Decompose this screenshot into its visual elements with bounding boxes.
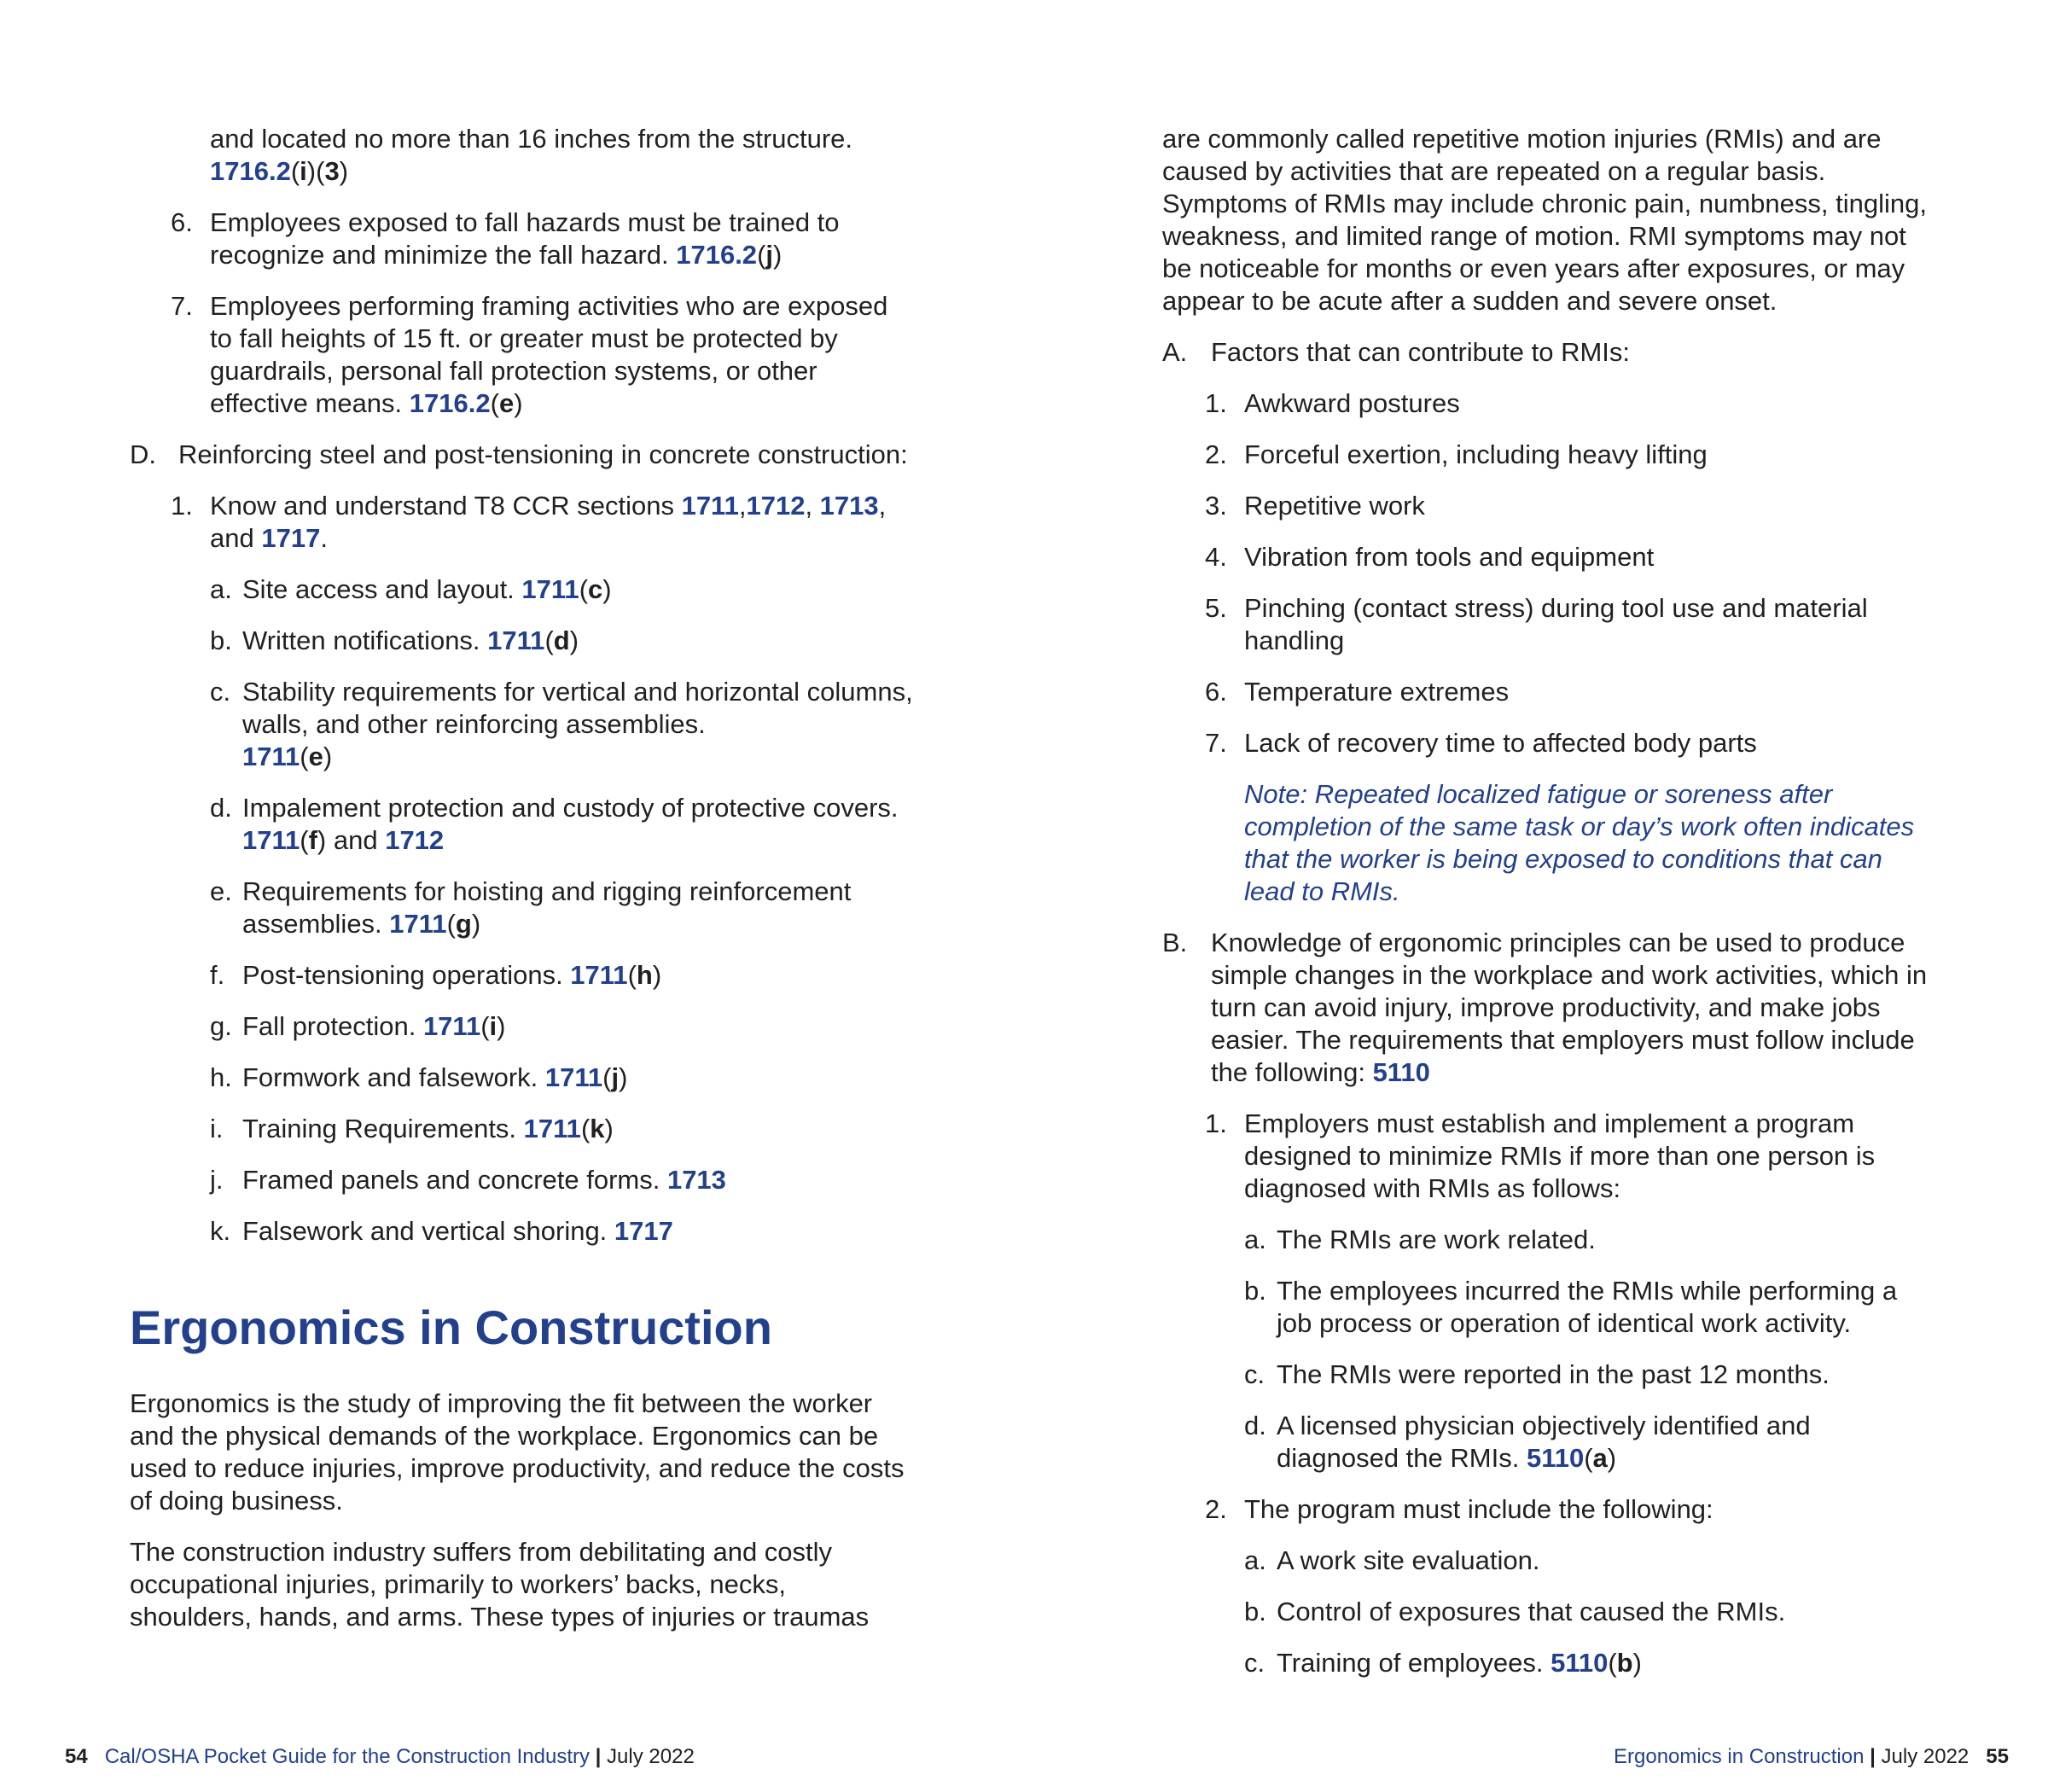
reference: 1711 <box>570 960 628 990</box>
section-text: Factors that can contribute to RMIs: <box>1211 337 1631 367</box>
item-text: Employees exposed to fall hazards must be trained to recognize and minimize the fall hazard. <box>210 207 840 270</box>
right-page <box>1024 0 2048 1792</box>
reference: 1711 <box>544 1062 603 1092</box>
item-number: 7. <box>1205 728 1227 758</box>
section-letter: D. <box>130 439 156 469</box>
item-letter: b. <box>1244 1276 1266 1306</box>
footer-separator: | <box>595 1745 602 1768</box>
section-item <box>130 439 915 471</box>
item-number: 1. <box>1205 388 1227 418</box>
reference: 1711 <box>681 491 739 521</box>
sub-list-item: e. Requirements for hoisting and rigging reinforcement assemblies. 1711(g) <box>210 876 852 939</box>
paragraph: Ergonomics is the study of improving the fit between the worker and the physical demands of the workplace. Ergonomics can be used to reduce injuries, improve productivity, and reduce the costs of doing business. <box>130 1388 905 1516</box>
right-column <box>1162 123 1930 1698</box>
item-number: 1. <box>171 491 193 521</box>
reference: 1711 <box>242 825 300 855</box>
reference: 1713 <box>666 1165 726 1195</box>
list-item <box>1205 439 1930 471</box>
footer-title: Ergonomics in Construction <box>1614 1745 1865 1768</box>
reference: 1711 <box>487 625 545 655</box>
item-text: The employees incurred the RMIs while performing a job process or operation of identical work activity. <box>1277 1276 1898 1338</box>
item-letter: c. <box>1244 1648 1265 1678</box>
item-letter: b. <box>210 625 232 655</box>
item-text: Repetitive work <box>1244 491 1425 521</box>
item-text: Employers must establish and implement a program designed to minimize RMIs if more than one person is diagnosed with RMIs as follows: <box>1244 1108 1876 1203</box>
sub-list-item: h. Formwork and falsework. 1711(j) <box>210 1062 628 1092</box>
sub-list-item: f. Post-tensioning operations. 1711(h) <box>210 960 662 990</box>
item-letter: d. <box>210 793 232 823</box>
item-text: Impalement protection and custody of protective covers. <box>242 793 899 823</box>
item-text: A work site evaluation. <box>1277 1545 1540 1575</box>
item-text: Vibration from tools and equipment <box>1244 542 1655 572</box>
item-text: Falsework and vertical shoring. <box>242 1216 614 1246</box>
item-text: Employees performing framing activities who are exposed to fall heights of 15 ft. or greater must be protected by guardrails, personal fall protection systems, or other effective means. <box>210 291 888 418</box>
sub-list-item: c. Stability requirements for vertical and horizontal columns, walls, and other reinforcing assemblies. 1711(e) <box>210 677 913 771</box>
item-number: 7. <box>171 291 193 321</box>
sub-list-item <box>1244 1224 1930 1256</box>
item-letter: c. <box>210 677 231 707</box>
reference: 1713 <box>819 491 879 521</box>
item-letter: e. <box>210 876 232 906</box>
item-letter: k. <box>210 1216 231 1246</box>
item-letter: h. <box>210 1062 232 1092</box>
item-text: and <box>326 825 386 855</box>
sub-list-item <box>210 1164 915 1196</box>
item-text: Control of exposures that caused the RMIs. <box>1277 1597 1786 1626</box>
note-text: Note: Repeated localized fatigue or soreness after completion of the same task or day’s work often indicates that the worker is being exposed to conditions that can lead to RMIs. <box>1244 779 1915 906</box>
item-text: Know and understand T8 CCR sections <box>210 491 682 521</box>
footer-date: July 2022 <box>1881 1745 1969 1768</box>
item-number: 6. <box>1205 677 1227 707</box>
item-letter: a. <box>1244 1545 1266 1575</box>
list-item: 7. Employees performing framing activities who are exposed to fall heights of 15 ft. or greater must be protected by guardrails, personal fall protection systems, or other effective means. 1716.2(e) <box>171 291 888 418</box>
sub-list-item: d. Impalement protection and custody of protective covers. 1711(f) and 1712 <box>210 793 899 855</box>
reference-sub: 3 <box>324 156 340 186</box>
section-text: Knowledge of ergonomic principles can be used to produce simple changes in the workplace and work activities, which in turn can avoid injury, improve productivity, and make jobs easier. The requirements that employers must follow include the following: <box>1211 928 1928 1087</box>
item-text: Formwork and falsework. <box>242 1062 545 1092</box>
list-item: 6. Employees exposed to fall hazards must be trained to recognize and minimize the fall hazard. 1716.2(j) <box>171 207 840 270</box>
list-item <box>1205 727 1930 759</box>
reference: 1717 <box>261 523 321 553</box>
reference: 5110 <box>1551 1648 1609 1678</box>
reference: 1711 <box>389 909 447 939</box>
reference: 1711 <box>523 1114 581 1143</box>
reference-sub: e <box>308 742 323 771</box>
item-letter: g. <box>210 1011 232 1041</box>
sub-list-item: d. A licensed physician objectively identified and diagnosed the RMIs. 5110(a) <box>1244 1411 1811 1473</box>
reference-sub: h <box>636 960 653 990</box>
item-text: Fall protection. <box>242 1011 423 1041</box>
item-number: 2. <box>1205 1494 1227 1524</box>
list-item <box>1205 1108 1930 1205</box>
item-text: Post-tensioning operations. <box>242 960 571 990</box>
section-letter: A. <box>1162 337 1188 367</box>
page-number: 55 <box>1986 1745 2009 1768</box>
reference-sub: f <box>308 825 317 855</box>
page-number: 54 <box>65 1745 88 1768</box>
section-item <box>1162 336 1930 369</box>
item-text: Temperature extremes <box>1244 677 1510 707</box>
sub-list-item: g. Fall protection. 1711(i) <box>210 1011 506 1041</box>
reference: 5110 <box>1526 1443 1585 1473</box>
footer-title: Cal/OSHA Pocket Guide for the Construction Industry <box>104 1745 590 1768</box>
item-text: Site access and layout. <box>242 574 522 604</box>
list-item <box>1205 592 1930 657</box>
item-text: and <box>210 523 262 553</box>
reference-sub: d <box>553 625 570 655</box>
item-number: 2. <box>1205 439 1227 469</box>
item-letter: i. <box>210 1114 224 1143</box>
item-text: Requirements for hoisting and rigging reinforcement assemblies. <box>242 876 852 939</box>
item-text: Stability requirements for vertical and horizontal columns, walls, and other reinforcing assemblies. <box>242 677 913 739</box>
item-number: 5. <box>1205 593 1227 623</box>
reference: 5110 <box>1372 1057 1430 1087</box>
sub-list-item <box>1244 1359 1930 1391</box>
reference: 1711 <box>242 742 300 771</box>
list-item <box>1205 676 1930 708</box>
continued-item: and located no more than 16 inches from the structure. 1716.2(i)(3) <box>210 124 853 186</box>
continued-text: and located no more than 16 inches from the structure. <box>210 124 853 154</box>
list-item: 1. Know and understand T8 CCR sections 1711,1712, 1713, and 1717. <box>171 491 887 553</box>
item-letter: d. <box>1244 1411 1266 1440</box>
item-text: The RMIs are work related. <box>1277 1225 1596 1254</box>
footer-right <box>1614 1744 2009 1770</box>
item-text: Training of employees. <box>1277 1648 1551 1678</box>
reference: 1712 <box>746 491 806 521</box>
reference: 1716.2 <box>210 156 291 186</box>
reference-sub: i <box>489 1011 497 1041</box>
sub-list-item <box>1244 1275 1930 1340</box>
reference: 1711 <box>422 1011 481 1041</box>
reference-sub: j <box>611 1062 620 1092</box>
reference-sub: k <box>590 1114 605 1143</box>
item-text: Awkward postures <box>1244 388 1460 418</box>
item-number: 1. <box>1205 1108 1227 1138</box>
sub-list-item: i. Training Requirements. 1711(k) <box>210 1114 614 1143</box>
reference: 1716.2 <box>409 388 491 418</box>
item-text: Forceful exertion, including heavy lifting <box>1244 439 1708 469</box>
section-letter: B. <box>1162 928 1188 957</box>
list-item <box>1205 1493 1930 1526</box>
section-text: Reinforcing steel and post-tensioning in concrete construction: <box>178 439 908 469</box>
sub-list-item <box>1244 1545 1930 1577</box>
section-heading: Ergonomics in Construction <box>130 1300 772 1354</box>
item-letter: j. <box>210 1165 224 1195</box>
item-letter: a. <box>1244 1225 1266 1254</box>
item-text: The program must include the following: <box>1244 1494 1713 1524</box>
item-number: 4. <box>1205 542 1227 572</box>
footer-separator: | <box>1870 1745 1876 1768</box>
reference-sub: i <box>300 156 307 186</box>
sub-list-item: a. Site access and layout. 1711(c) <box>210 574 612 604</box>
sub-list-item: c. Training of employees. 5110(b) <box>1244 1648 1642 1678</box>
sub-list-item <box>1244 1596 1930 1628</box>
item-letter: a. <box>210 574 232 604</box>
item-text: A licensed physician objectively identified and diagnosed the RMIs. <box>1277 1411 1811 1473</box>
reference-sub: a <box>1592 1443 1608 1473</box>
item-text: Written notifications. <box>242 625 488 655</box>
item-text: Lack of recovery time to affected body parts <box>1244 728 1757 758</box>
item-number: 3. <box>1205 491 1227 521</box>
reference-sub: c <box>588 574 603 604</box>
paragraph: are commonly called repetitive motion injuries (RMIs) and are caused by activities that are repeated on a regular basis. Symptoms of RMIs may include chronic pain, numbness, tingling, weakness, and limited range of motion. RMI symptoms may not be noticeable for months or even years after exposures, or may appear to be acute after a sudden and severe onset. <box>1162 124 1927 316</box>
reference: 1712 <box>385 825 445 855</box>
list-item <box>1205 490 1930 522</box>
list-item <box>1205 541 1930 573</box>
reference: 1716.2 <box>676 240 758 270</box>
item-text: Training Requirements. <box>242 1114 524 1143</box>
reference-sub: b <box>1616 1648 1633 1678</box>
reference-sub: e <box>498 388 515 418</box>
item-letter: b. <box>1244 1597 1266 1626</box>
item-letter: f. <box>210 960 225 990</box>
footer-date: July 2022 <box>607 1745 695 1768</box>
reference: 1717 <box>614 1216 673 1246</box>
item-text: The RMIs were reported in the past 12 months. <box>1277 1359 1830 1389</box>
sub-list-item: b. Written notifications. 1711(d) <box>210 625 579 655</box>
paragraph: The construction industry suffers from debilitating and costly occupational injuries, primarily to workers’ backs, necks, shoulders, hands, and arms. These types of injuries or traumas <box>130 1537 870 1632</box>
item-letter: c. <box>1244 1359 1265 1389</box>
footer-left <box>65 1744 695 1770</box>
item-text: Pinching (contact stress) during tool use and material handling <box>1244 593 1868 655</box>
reference: 1711 <box>521 574 579 604</box>
reference-sub: g <box>455 909 472 939</box>
sub-list-item <box>210 1215 915 1248</box>
item-number: 6. <box>171 207 193 237</box>
section-item <box>1162 927 1930 1089</box>
item-text: Framed panels and concrete forms. <box>242 1165 667 1195</box>
left-column <box>130 123 915 1652</box>
reference-sub: j <box>765 240 774 270</box>
list-item <box>1205 387 1930 420</box>
